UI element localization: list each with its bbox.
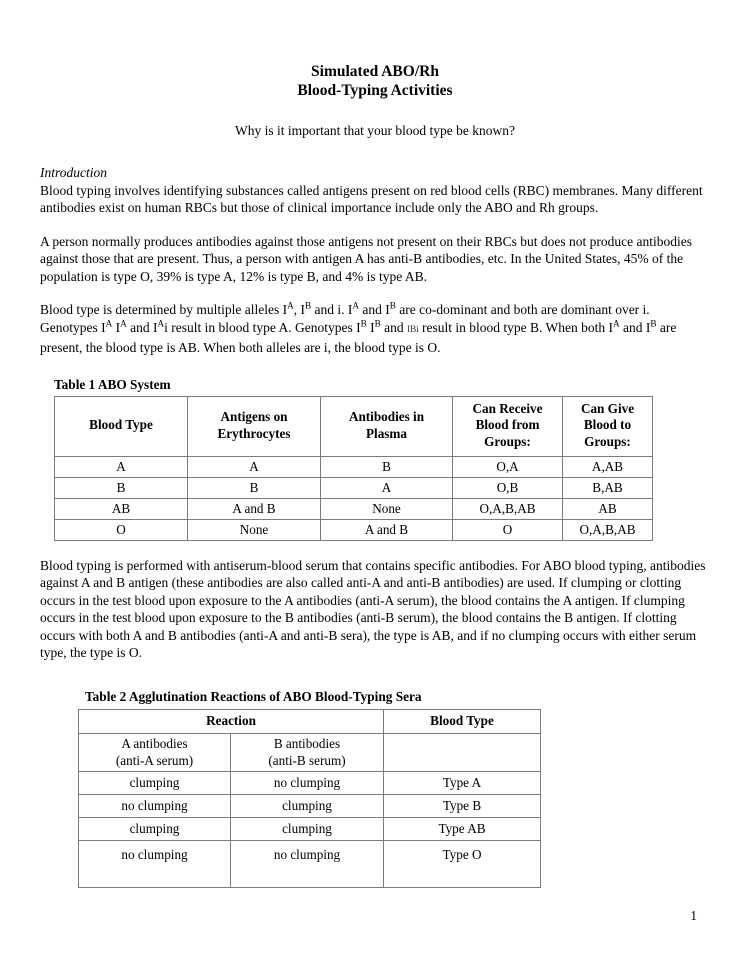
table1-cell: O [55, 519, 188, 540]
table1-cell: B,AB [563, 477, 653, 498]
p3-sup3: A [352, 300, 359, 311]
paragraph-after-table1: Blood typing is performed with antiserum-blood serum that contains specific antibodies. For ABO blood typing, antibodies against A and B antigen (these antibodies are also called anti-A and anti-B antibodies) are used. If clumping or clotting occurs in the test blood upon exposure to the A antibodies (anti-A serum), the blood contains the A antigen. If clumping occurs in the test blood upon exposure to the B antibodies (anti-B serum), the blood contains the B antigen. If clotting occurs with both A and B antibodies (anti-A and anti-B sera), the type is AB, and if no clumping occurs with either serum type, the type is O. [40, 557, 706, 660]
p3-sup11: B [650, 318, 657, 328]
table2-subheader-cell-b [231, 733, 384, 771]
table-row [79, 817, 541, 840]
page-number: 1 [690, 908, 697, 923]
p3-part8: i result in blood type A. Genotypes I [164, 319, 361, 335]
title-line-2: Blood-Typing Activities [297, 82, 453, 99]
table1-cell: AB [55, 498, 188, 519]
table1-header-line: Blood to [583, 417, 632, 433]
p3-part13: are present, the blood type is AB. When both alleles are i, the blood type is O. [40, 319, 677, 355]
p3-part7: and I [126, 319, 158, 335]
table2-cell: Type AB [384, 817, 541, 840]
table-row [55, 519, 653, 540]
p3-part3: and i. I [311, 302, 353, 317]
p3-part1: Blood type is determined by multiple alleles I [40, 302, 288, 317]
table1-cell: B [55, 477, 188, 498]
table1-header-cell [563, 396, 653, 456]
table1-header-line: Groups: [484, 433, 531, 449]
table2-subheader-cell-empty [384, 733, 541, 771]
table2-group-header-row [79, 709, 541, 733]
p3-sup9: B [374, 318, 381, 328]
p3-part5: are co-dominant and both are dominant over i. Genotypes I [40, 302, 650, 335]
table1-header-cell [55, 396, 188, 456]
p3-sup2: B [304, 300, 312, 311]
table-row [55, 477, 653, 498]
table1-cell: O,A,B,AB [563, 519, 653, 540]
table1-header-line: Groups: [584, 433, 631, 449]
table-row [79, 771, 541, 794]
table1-cell: A [321, 477, 453, 498]
table-row [79, 840, 541, 887]
table1-header-cell [188, 396, 321, 456]
table1-cell: O,B [453, 477, 563, 498]
table1-cell: A and B [321, 519, 453, 540]
p3-sup7: A [157, 318, 165, 328]
table1-cell: A and B [188, 498, 321, 519]
table1-header-line: Erythrocytes [217, 425, 291, 441]
table1-header-line: Antigens on [220, 409, 288, 424]
table2-cell: Type B [384, 794, 541, 817]
table2-cell: clumping [79, 771, 231, 794]
table1-header-line: Blood from [475, 417, 540, 433]
p3-sup5: A [105, 318, 113, 328]
p3-part9: I [366, 319, 375, 335]
table2-cell: Type O [384, 840, 541, 887]
table1-cell: A [55, 456, 188, 477]
table2-cell: clumping [231, 794, 384, 817]
table2-cell: no clumping [79, 840, 231, 887]
table2-subheader-row [79, 733, 541, 771]
table1-cell: O,A [453, 456, 563, 477]
table1-cell: None [321, 498, 453, 519]
table1-cell: A,AB [563, 456, 653, 477]
table-agglutination-reactions [78, 709, 541, 888]
table1-header-cell [453, 396, 563, 456]
table2-cell: no clumping [231, 771, 384, 794]
p3-part4: and I [359, 302, 390, 317]
table2-subheader-line: (anti-A serum) [115, 753, 194, 768]
table1-header-line: Can Give [580, 400, 635, 416]
table1-header-line: Antibodies in [348, 409, 425, 424]
p3-faint-genotype: IBi [407, 324, 419, 335]
p3-sup4: B [389, 300, 396, 311]
table1-header-cell [321, 396, 453, 456]
table1-header-line: Can Receive [472, 400, 543, 416]
table1-cell: O,A,B,AB [453, 498, 563, 519]
introduction-paragraph-3 [40, 301, 710, 357]
introduction-paragraph-1: Blood typing involves identifying substances called antigens present on red blood cells (RBC) membranes. Many different antibodies exist on human RBCs but those of clinical importance include only the ABO and Rh groups. [40, 182, 703, 215]
table1-cell: None [188, 519, 321, 540]
table-row [55, 498, 653, 519]
table1-header-line: Plasma [365, 425, 408, 441]
table2-caption: Table 2 Agglutination Reactions of ABO Blood-Typing Sera [85, 688, 422, 704]
document-subtitle: Why is it important that your blood type be known? [234, 123, 516, 138]
introduction-heading: Introduction [40, 165, 107, 180]
table2-cell: Type A [384, 771, 541, 794]
table2-cell: clumping [231, 817, 384, 840]
table1-cell: B [321, 456, 453, 477]
table1-cell: AB [563, 498, 653, 519]
p3-part10: and [380, 319, 408, 335]
table2-subheader-line: B antibodies [273, 736, 341, 751]
introduction-paragraph-2: A person normally produces antibodies against those antigens not present on their RBCs but does not produce antibodies against those that are present. Thus, a person with antigen A has anti-B antibodies, etc. In the United States, 45% of the population is type O, 39% is type A, 12% is type B, and 4% is type AB. [40, 233, 693, 284]
table2-subheader-line: A antibodies [121, 736, 188, 751]
table2-subheader-line: (anti-B serum) [268, 753, 346, 768]
table1-cell: O [453, 519, 563, 540]
p3-sup8: B [360, 318, 367, 328]
p3-part6: I [112, 319, 121, 335]
table1-header-row [55, 396, 653, 456]
table1-caption: Table 1 ABO System [54, 376, 171, 392]
table-row [79, 794, 541, 817]
table1-cell: A [188, 456, 321, 477]
title-line-1: Simulated ABO/Rh [311, 63, 439, 80]
table2-cell: no clumping [79, 794, 231, 817]
p3-part2: , I [293, 302, 305, 317]
p3-part11: result in blood type B. When both I [418, 319, 613, 335]
p3-sup1: A [287, 300, 294, 311]
p3-part12: and I [619, 319, 651, 335]
table1-cell: B [188, 477, 321, 498]
table1-header-line: Blood Type [89, 417, 153, 433]
page-title [40, 62, 710, 100]
document-content [40, 62, 710, 888]
table2-group-header-bloodtype: Blood Type [384, 709, 541, 733]
p3-sup10: A [612, 318, 620, 328]
table2-cell: no clumping [231, 840, 384, 887]
table2-subheader-cell-a [79, 733, 231, 771]
table-abo-system [54, 396, 653, 541]
table2-group-header-reaction: Reaction [79, 709, 384, 733]
table2-cell: clumping [79, 817, 231, 840]
table-row [55, 456, 653, 477]
p3-sup6: A [120, 318, 127, 328]
